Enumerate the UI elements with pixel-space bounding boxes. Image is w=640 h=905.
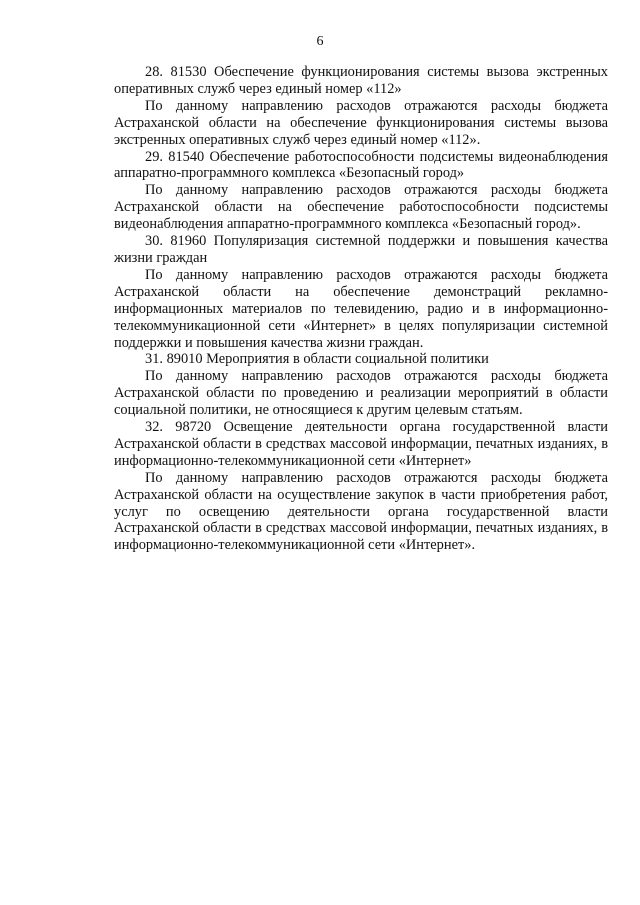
item-description-32: По данному направлению расходов отражаются расходы бюджета Астраханской области на осуществление закупок в части приобретения работ, услуг по освещению деятельности органа государственной власти Астраханской области в средствах массовой информации, печатных изданиях, в информационно-телекоммуникационной сети «Интернет». bbox=[114, 469, 608, 554]
item-heading-28: 28. 81530 Обеспечение функционирования системы вызова экстренных оперативных служб через единый номер «112» bbox=[114, 64, 608, 97]
page-number: 6 bbox=[316, 34, 324, 49]
item-description-31: По данному направлению расходов отражаются расходы бюджета Астраханской области по проведению и реализации мероприятий в области социальной политики, не относящиеся к другим целевым статьям. bbox=[114, 368, 608, 419]
document-body bbox=[114, 64, 608, 554]
item-heading-29: 29. 81540 Обеспечение работоспособности подсистемы видеонаблюдения аппаратно-программного комплекса «Безопасный город» bbox=[114, 148, 608, 182]
item-description-30: По данному направлению расходов отражаются расходы бюджета Астраханской области на обеспечение демонстраций рекламно-информационных материалов по телевидению, радио и в информационно-телекоммуникационной сети «Интернет» в целях популяризации системной поддержки и повышения качества жизни граждан. bbox=[114, 266, 608, 351]
item-heading-31: 31. 89010 Мероприятия в области социальной политики bbox=[145, 351, 489, 368]
item-description-28: По данному направлению расходов отражаются расходы бюджета Астраханской области на обеспечение функционирования системы вызова экстренных оперативных служб через единый номер «112». bbox=[114, 97, 608, 148]
item-heading-30: 30. 81960 Популяризация системной поддержки и повышения качества жизни граждан bbox=[114, 233, 608, 266]
item-heading-32: 32. 98720 Освещение деятельности органа государственной власти Астраханской области в средствах массовой информации, печатных изданиях, в информационно-телекоммуникационной сети «Интернет» bbox=[114, 419, 608, 469]
item-description-29: По данному направлению расходов отражаются расходы бюджета Астраханской области на обеспечение работоспособности подсистемы видеонаблюдения аппаратно-программного комплекса «Безопасный город». bbox=[114, 182, 608, 233]
